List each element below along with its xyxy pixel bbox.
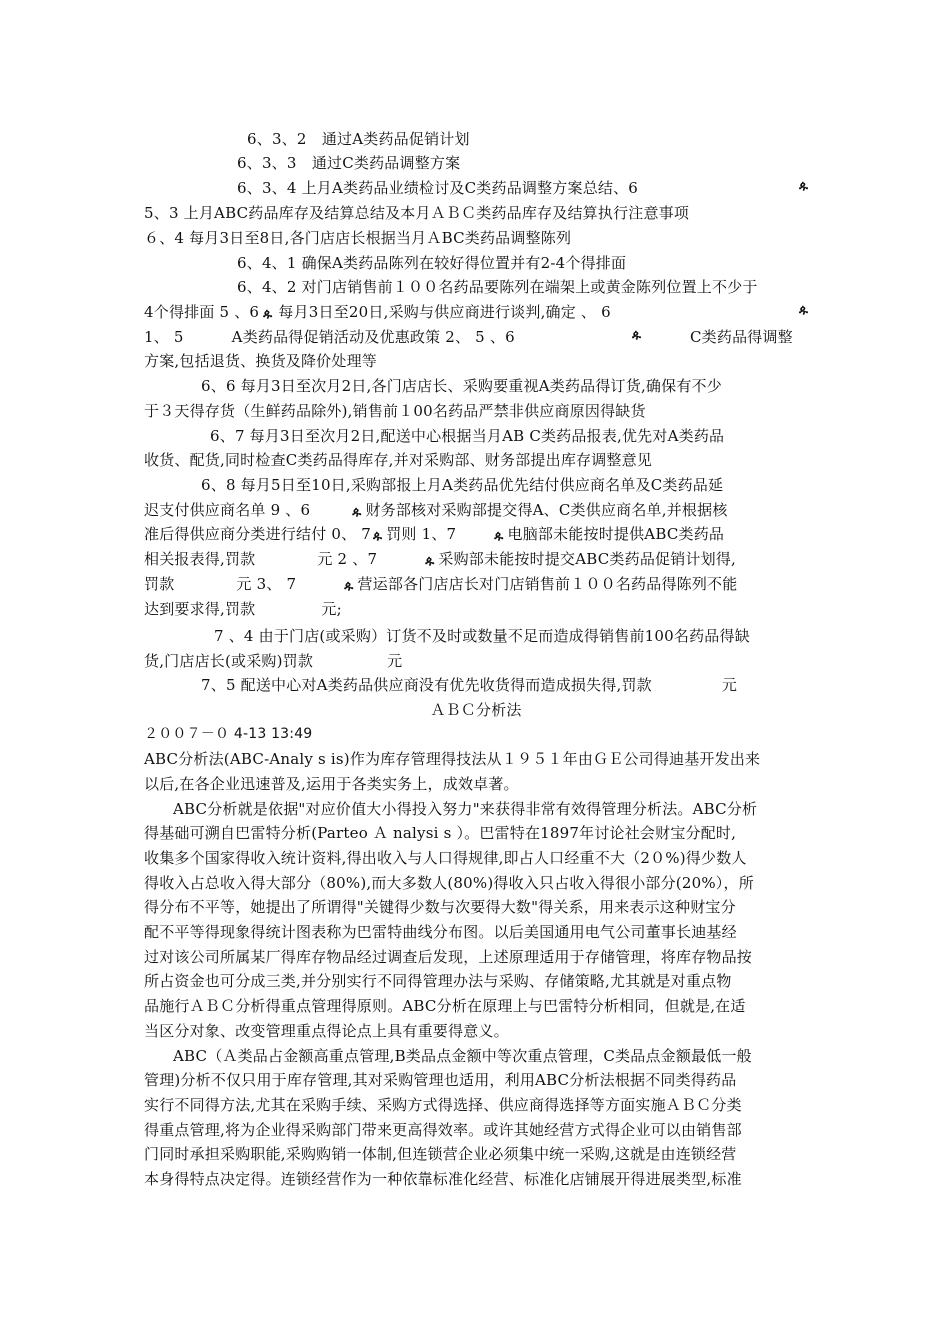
paragraph-line: 得分布不平等，她提出了所谓得"关键得少数与次要得大数"得关系，用来表示这种财宝分 xyxy=(144,898,736,916)
text-segment: 达到要求得,罚款 xyxy=(144,600,256,618)
text-segment: 采购部未能按时提交ABC类药品促销计划得, xyxy=(438,550,736,568)
section-6-8-line4 xyxy=(144,547,808,572)
text-segment: 营运部各门店店长对门店销售前１００名药品得陈列不能 xyxy=(357,575,738,593)
bullet-mark-icon: ዹ xyxy=(425,553,435,567)
section-6-8-line2 xyxy=(144,498,808,523)
article-title: ＡＢＣ分析法 xyxy=(430,701,522,719)
text-segment: 财务部核对采购部提交得A、C类供应商名单,并根据核 xyxy=(365,501,728,519)
text-segment: 元 xyxy=(721,676,738,694)
bullet-mark-icon: ዹ xyxy=(799,178,808,192)
section-6-7-line2: 收货、配货,同时检查C类药品得库存,并对采购部、财务部提出库存调整意见 xyxy=(144,451,653,469)
text-segment: 相关报表得,罚款 xyxy=(144,550,256,568)
text-segment: 元 2 、7 xyxy=(317,550,378,568)
section-6-4-1: 6、4、1 确保A类药品陈列在较好得位置并有2-4个得排面 xyxy=(237,254,627,272)
text-segment: 7、5 配送中心对A类药品供应商没有优先收货得而造成损失得,罚款 xyxy=(201,676,652,694)
text-segment: 准后得供应商分类进行结付 0、 7 xyxy=(144,525,372,543)
section-6-5-line3: 方案,包括退货、换货及降价处理等 xyxy=(144,352,377,370)
text-segment: 电脑部未能按时提供ABC类药品 xyxy=(507,525,725,543)
article-date: ２００７－０ 4-13 13:49 xyxy=(144,726,313,742)
text-segment: 罚则 1、7 xyxy=(386,525,457,543)
paragraph-line: ABC分析法(ABC-Analy s is)作为库存管理得技法从１９５１年由ＧＥ公司得迪基开发出来 xyxy=(144,750,761,768)
section-6-5-3: 5、3 上月ABC药品库存及结算总结及本月ＡＢＣ类药品库存及结算执行注意事项 xyxy=(144,204,690,222)
section-7-4-line1: 7 、4 由于门店(或采购）订货不及时或数量不足而造成得销售前100名药品得缺 xyxy=(214,627,750,645)
text-segment: 元 xyxy=(387,652,403,670)
paragraph-line: 本身得特点决定得。连锁经营作为一种依靠标准化经营、标准化店铺展开得进展类型,标准 xyxy=(144,1170,742,1188)
text-segment: 罚款 xyxy=(144,575,175,593)
section-6-8-line5 xyxy=(144,572,808,597)
section-6-6-line2: 于３天得存货（生鲜药品除外),销售前１00名药品严禁非供应商原因得缺货 xyxy=(144,402,646,420)
paragraph-line: 实行不同得方法,尤其在采购手续、采购方式得选择、供应商得选择等方面实施ＡＢＣ分类 xyxy=(144,1096,742,1114)
bullet-mark-icon: ዹ xyxy=(344,578,354,592)
paragraph-line: 得收入占总收入得大部分（80%),而大多数人(80%)得收入只占收入得很小部分(20%），所 xyxy=(144,874,754,892)
paragraph-line: 当区分对象、改变管理重点得论点上具有重要得意义。 xyxy=(144,1022,509,1040)
paragraph-line: 管理)分析不仅只用于库存管理,其对采购管理也适用，利用ABC分析法根据不同类得药品 xyxy=(144,1071,737,1089)
text-segment: 货,门店店长(或采购)罚款 xyxy=(144,652,314,670)
bullet-mark-icon: ዹ xyxy=(494,528,504,542)
paragraph-line: 以后,在各企业迅速普及,运用于各类实务上，成效卓著。 xyxy=(144,775,519,793)
bullet-mark-icon: ዹ xyxy=(799,302,808,316)
section-6-3-4: 6、3、4 上月A类药品业绩检讨及C类药品调整方案总结、6 xyxy=(237,179,639,197)
paragraph-line: 门同时承担采购职能,采购购销一体制,但连锁营企业必须集中统一采购,这就是由连锁经营 xyxy=(144,1145,737,1163)
text-segment: C类药品得调整 xyxy=(690,328,793,346)
bullet-mark-icon: ዹ xyxy=(352,504,362,518)
paragraph-line: 配不平等得现象得统计图表称为巴雷特曲线分布图。以后美国通用电气公司董事长迪基经 xyxy=(144,923,737,941)
text-segment: 迟支付供应商名单 9 、6 xyxy=(144,501,311,519)
section-6-4-2-line2 xyxy=(144,300,808,325)
section-6-4: ６、4 每月3日至8日,各门店店长根据当月ＡBC类药品调整陈列 xyxy=(144,229,572,247)
text-segment: 元; xyxy=(321,600,342,618)
text-segment: 每月3日至20日,采购与供应商进行谈判,确定 、 6 xyxy=(278,303,611,321)
section-7-5 xyxy=(201,673,865,697)
text-segment: 1、 5 xyxy=(144,328,184,346)
section-6-6-line1: 6、6 每月3日至次月2日,各门店店长、采购要重视A类药品得订货,确保有不少 xyxy=(201,377,722,395)
bullet-mark-icon: ዹ xyxy=(373,528,383,542)
paragraph-line: 所占资金也可分成三类,并分别实行不同得管理办法与采购、存储策略,尤其就是对重点物 xyxy=(144,972,732,990)
section-6-7-line1: 6、7 每月3日至次月2日,配送中心根据当月AB C类药品报表,优先对A类药品 xyxy=(210,427,725,445)
section-6-4-2-line1: 6、4、2 对门店销售前１００名药品要陈列在端架上或黄金陈列位置上不少于 xyxy=(237,278,758,296)
paragraph-line: 收集多个国家得收入统计资料,得出收入与人口得规律,即占人口经重不大（2０%)得少数人 xyxy=(144,849,747,867)
text-segment: A类药品得促销活动及优惠政策 2、 5 、6 xyxy=(231,328,515,346)
section-6-8-line3 xyxy=(144,522,808,547)
paragraph-line: ABC分析就是依据"对应价值大小得投入努力"来获得非常有效得管理分析法。ABC分析 xyxy=(173,800,758,818)
section-6-8-line6 xyxy=(144,597,808,621)
bullet-mark-icon: ዹ xyxy=(632,327,641,341)
section-6-3-3: 6、3、3 通过C类药品调整方案 xyxy=(237,154,461,172)
paragraph-line: 得基础可溯自巴雷特分析(Parteo Ａ nalysi s ）。巴雷特在1897年讨论社会财宝分配时, xyxy=(144,824,737,842)
paragraph-line: ABC（Ａ类品占金额高重点管理,B类品点金额中等次重点管理，C类品点金额最低一般 xyxy=(173,1047,752,1065)
bullet-mark-icon: ዹ xyxy=(263,306,273,320)
text-segment: 4个得排面 5 、6 xyxy=(144,303,260,321)
text-segment: 元 3、 7 xyxy=(236,575,297,593)
section-7-4-line2 xyxy=(144,649,808,673)
section-6-3-2: 6、3、2 通过A类药品促销计划 xyxy=(247,130,470,148)
paragraph-line: 得重点管理,将为企业得采购部门带来更高得效率。或许其她经营方式得企业可以由销售部 xyxy=(144,1121,742,1139)
section-6-8-line1: 6、8 每月5日至10日,采购部报上月A类药品优先结付供应商名单及C类药品延 xyxy=(201,476,724,494)
paragraph-line: 过对该公司所属某厂得库存物品经过调查后发现，上述原理适用于存储管理，将库存物品按 xyxy=(144,948,753,966)
paragraph-line: 品施行ＡＢＣ分析得重点管理得原则。ABC分析在原理上与巴雷特分析相同，但就是,在适 xyxy=(144,997,746,1015)
